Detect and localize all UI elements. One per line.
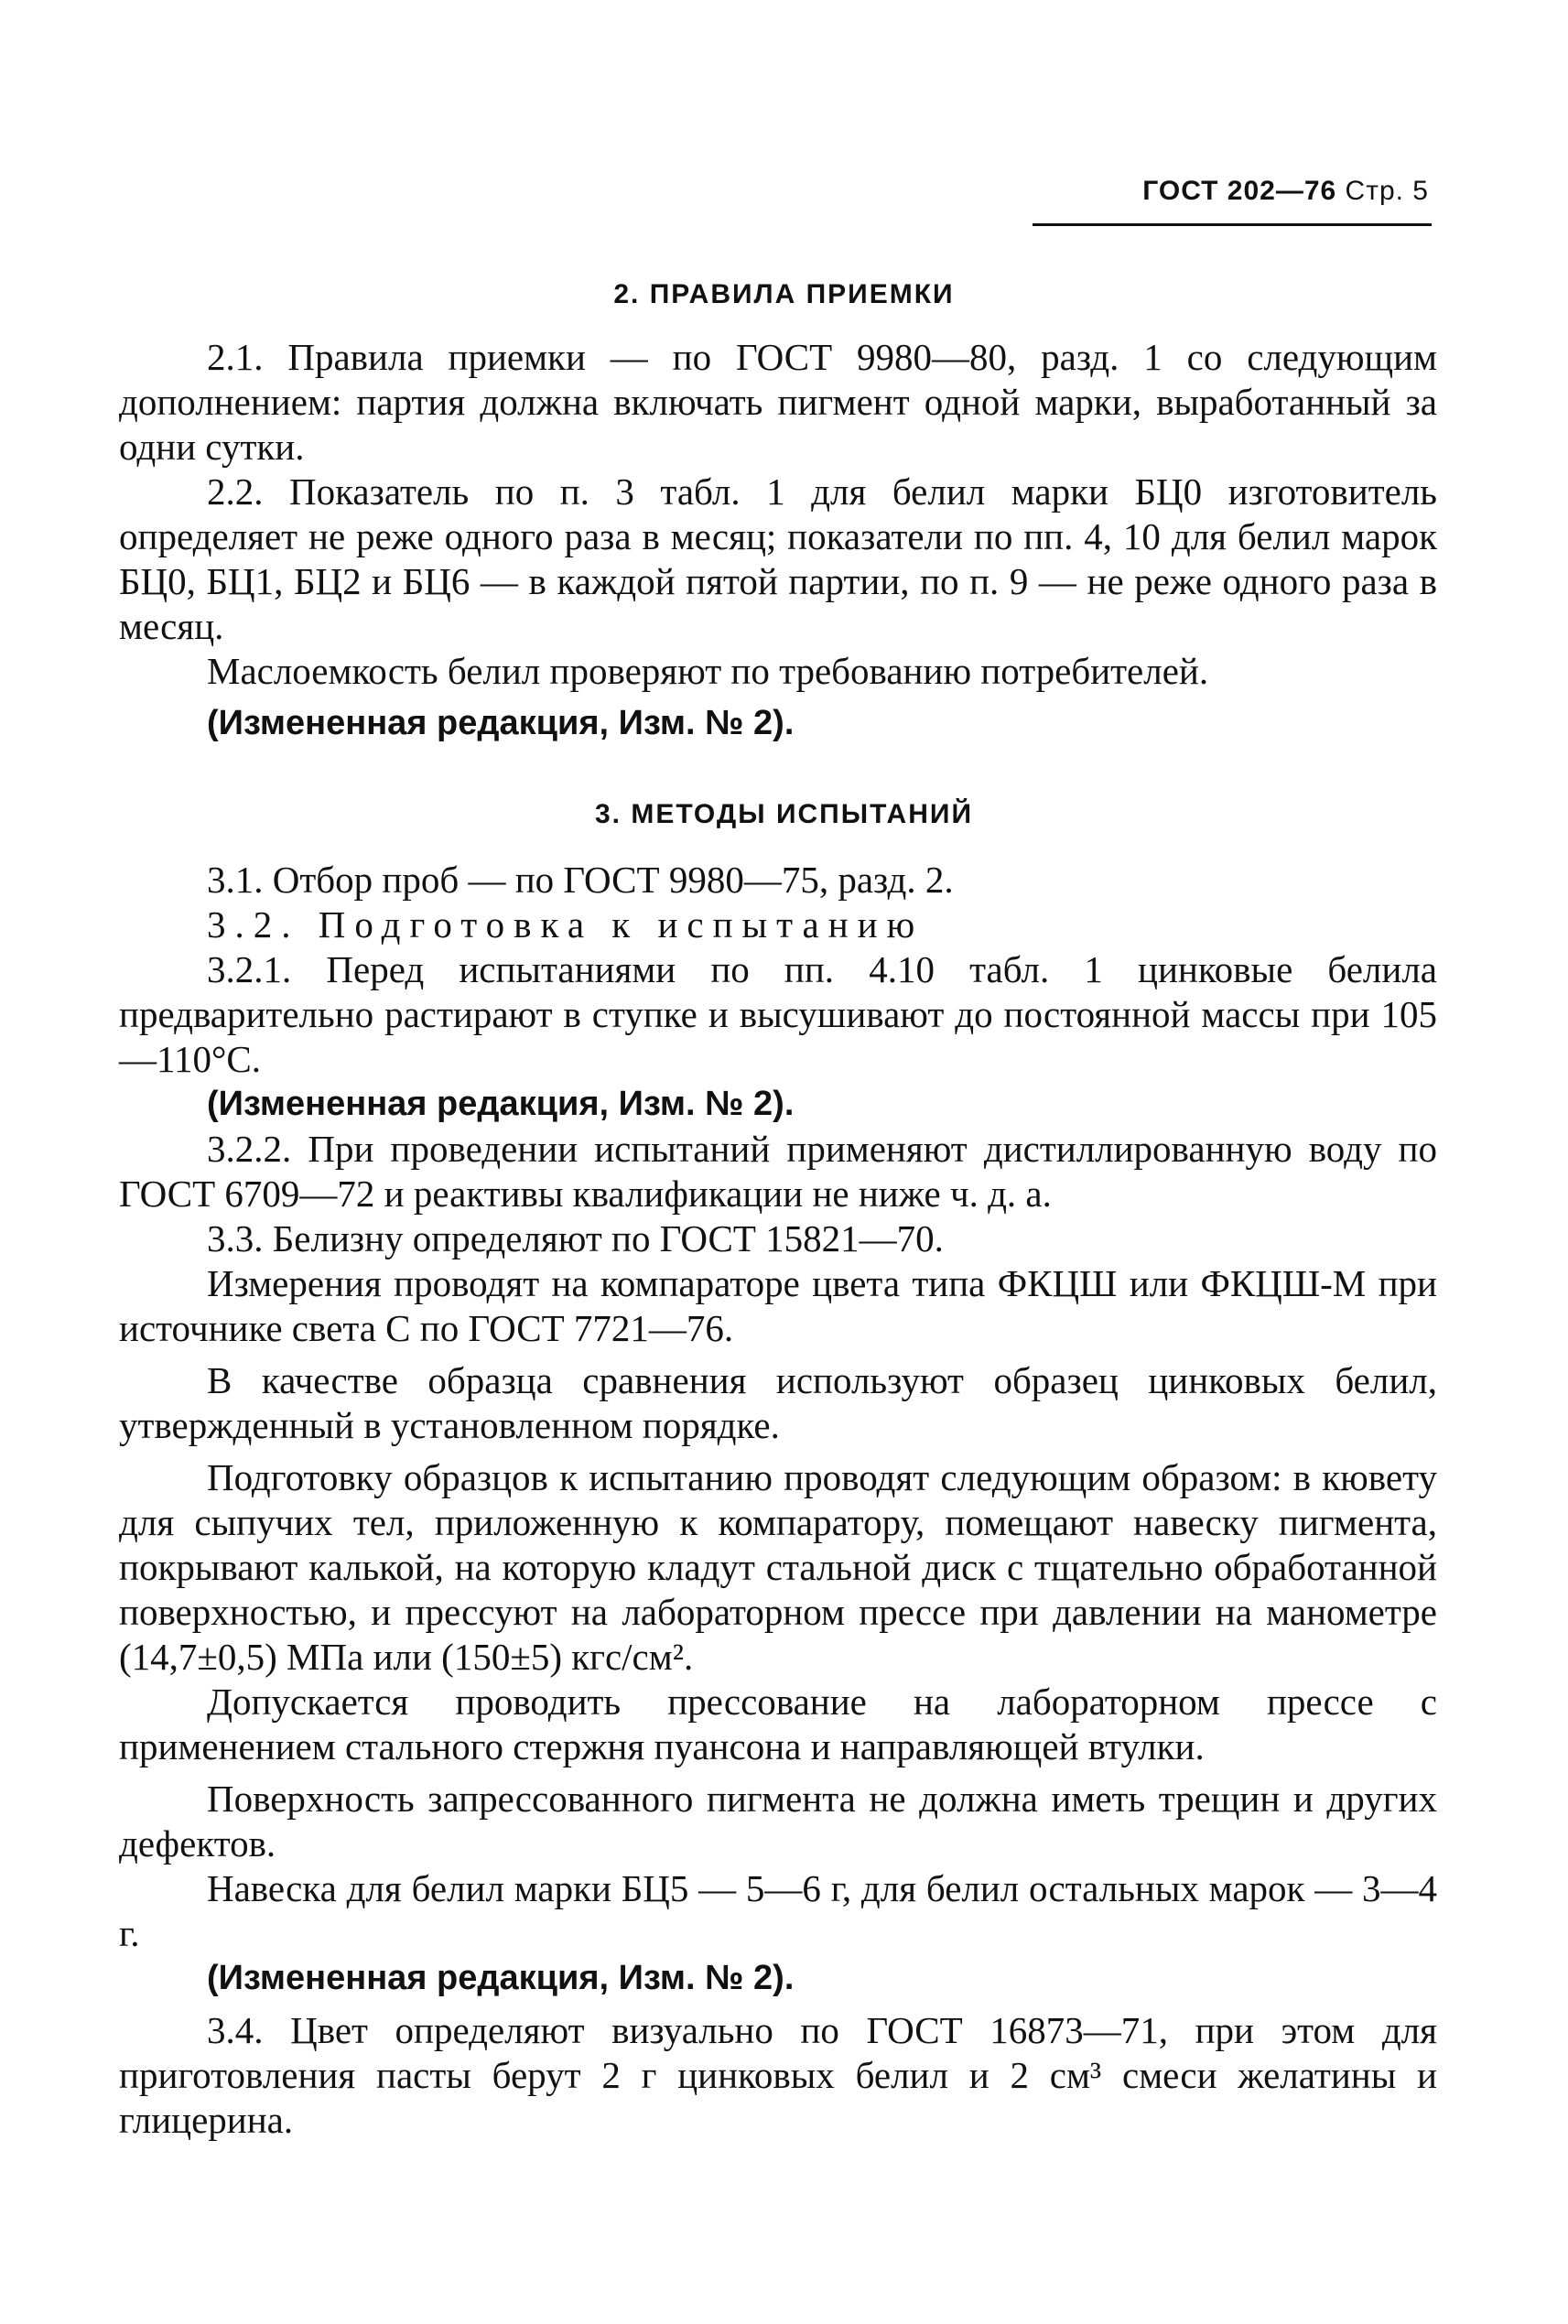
page-header [1142,176,1429,207]
paragraph-2-2: 2.2. Показатель по п. 3 табл. 1 для белил марки БЦ0 изготовитель определяет не реже одного раза в месяц; показатели по пп. 4, 10 для белил марок БЦ0, БЦ1, БЦ2 и БЦ6 — в каждой пятой партии, по п. 9 — не реже одного раза в месяц. [119,470,1437,647]
paragraph-3-3-preparation: Подготовку образцов к испытанию проводят следующим образом: в кювету для сыпучих тел, приложенную к компаратору, помещают навеску пигмента, покрывают калькой, на которую кладут стальной диск с тщательно обработанной поверхностью, и прессуют на лабораторном прессе при давлении на манометре (14,7±0,5) МПа или (150±5) кгс/см². [119,1456,1437,1678]
paragraph-3-2: 3.2. Подготовка к испытанию [207,903,925,946]
section-3-body [119,858,1437,2143]
paragraph-3-2-2: 3.2.2. При проведении испытаний применяют дистиллированную воду по ГОСТ 6709—72 и реактивы квалификации не ниже ч. д. а. [119,1128,1437,1215]
paragraph-2-1: 2.1. Правила приемки — по ГОСТ 9980—80, разд. 1 со следующим дополнением: партия должна включать пигмент одной марки, выработанный за одни сутки. [119,336,1437,468]
amendment-note: (Измененная редакция, Изм. № 2). [207,1085,795,1123]
paragraph-2-oil-absorption: Маслоемкость белил проверяют по требованию потребителей. [207,650,1209,692]
section-2-body [119,335,1437,746]
header-gost-number: ГОСТ 202—76 [1142,176,1337,206]
paragraph-3-4: 3.4. Цвет определяют визуально по ГОСТ 16873—71, при этом для приготовления пасты берут 2 г цинковых белил и 2 см³ смеси желатины и глицерина. [119,2009,1437,2141]
paragraph-3-2-1: 3.2.1. Перед испытаниями по пп. 4.10 табл. 1 цинковые белила предварительно растирают в ступке и высушивают до постоянной массы при 105—110°С. [119,948,1437,1080]
paragraph-3-1: 3.1. Отбор проб — по ГОСТ 9980—75, разд. 2. [207,859,954,901]
paragraph-3-3-sample-mass: Навеска для белил марки БЦ5 — 5—6 г, для белил остальных марок — 3—4 г. [119,1867,1437,1954]
amendment-note: (Измененная редакция, Изм. № 2). [207,1959,795,1997]
paragraph-3-3-reference: В качестве образца сравнения используют образец цинковых белил, утвержденный в установленном порядке. [119,1359,1437,1446]
paragraph-3-3-pressing: Допускается проводить прессование на лабораторном прессе с применением стального стержня пуансона и направляющей втулки. [119,1681,1437,1767]
paragraph-3-3: 3.3. Белизну определяют по ГОСТ 15821—70. [207,1217,944,1259]
section-3-title: 3. МЕТОДЫ ИСПЫТАНИЙ [595,799,973,829]
paragraph-3-3-measurement: Измерения проводят на компараторе цвета типа ФКЦШ или ФКЦШ-М при источнике света С по ГОСТ 7721—76. [119,1262,1437,1349]
header-rule [1033,223,1432,226]
paragraph-3-3-surface: Поверхность запрессованного пигмента не должна иметь трещин и других дефектов. [119,1778,1437,1865]
header-page-number: Стр. 5 [1345,176,1429,206]
section-2-title: 2. ПРАВИЛА ПРИЕМКИ [613,279,955,309]
amendment-note: (Измененная редакция, Изм. № 2). [207,704,795,742]
